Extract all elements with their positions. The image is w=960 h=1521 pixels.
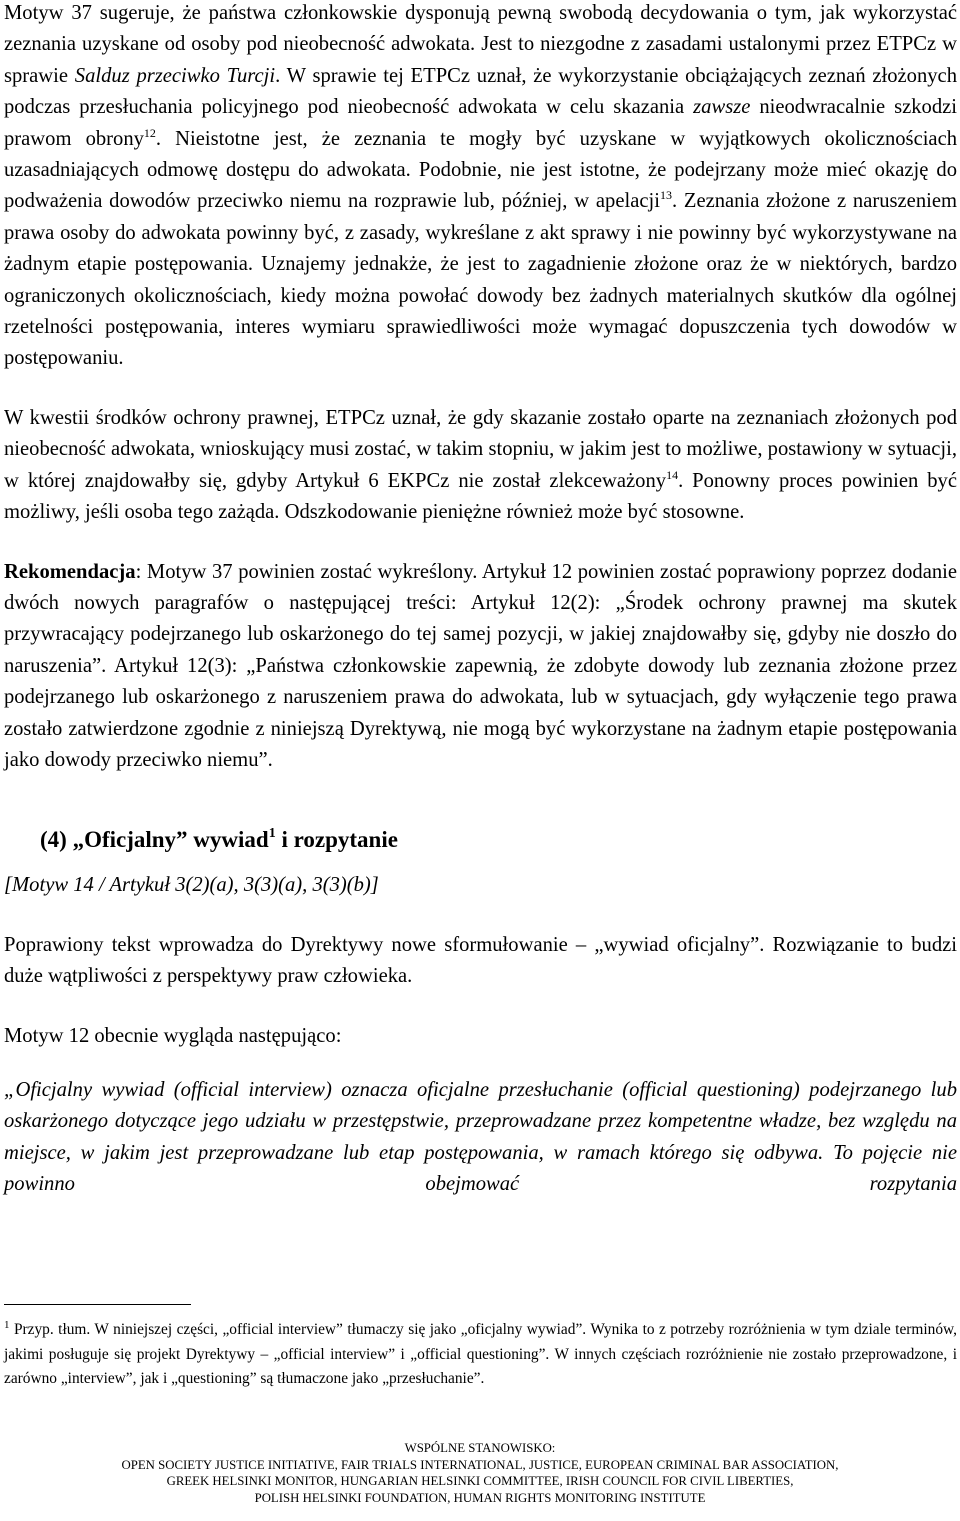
paragraph-remedies — [4, 403, 957, 529]
footnote-number: 1 — [4, 1319, 10, 1331]
text-run: : Motyw 37 powinien zostać wykreślony. Artykuł 12 powinien zostać poprawiony poprzez dodanie dwóch nowych paragrafów o następującej treści: Artykuł 12(2): „Środek ochrony prawnej ma skutek przywracający podejrzanego lub oskarżonego do tej samej pozycji, w jakiej znajdowałby się, gdyby nie doszło do naruszenia”. Artykuł 12(3): „Państwa członkowskie zapewnią, że zdobyte dowody lub zeznania złożone przez podejrzanego lub oskarżonego z naruszeniem prawa do adwokata, lub w sytuacjach, gdy wyłączenie tego prawa zostało zatwierdzone zgodnie z niniejszą Dyrektywą, nie mogą być wykorzystane na żadnym etapie postępowania jako dowody przeciwko niemu”. — [4, 560, 957, 771]
paragraph-motyw-37 — [4, 0, 957, 375]
footer-line: GREEK HELSINKI MONITOR, HUNGARIAN HELSINKI COMMITTEE, IRISH COUNCIL FOR CIVIL LIBERTIES, — [166, 1474, 794, 1489]
footnote-1 — [4, 1318, 957, 1392]
text-run: . W sprawie tej ETPCz uznał, że wykorzystanie obciążających zeznań złożonych podczas przesłuchania policyjnego pod nieobecność adwokata w celu skazania — [4, 64, 957, 119]
heading-text: (4) „Oficjalny” wywiad — [40, 827, 269, 853]
footer-title: WSPÓLNE STANOWISKO: — [404, 1441, 556, 1455]
footnote-text: Przyp. tłum. W niniejszej części, „official interview” tłumaczy się jako „oficjalny wywiad”. Wynika to z potrzeby rozróżnienia w tym dziale terminów, jakimi posługuje się projekt Dyrektywy – „official interview” i „official questioning”. W innych częściach rozróżnienie nie zostało przeprowadzone, i zarówno „interview”, jak i „questioning” są tłumaczone jako „przesłuchanie”. — [4, 1321, 957, 1387]
paragraph-recommendation — [4, 557, 957, 777]
text-run: . Nieistotne jest, że zeznania te mogły być uzyskane w wyjątkowych okolicznościach uzasadniających odmowę dostępu do adwokata. Podobnie, nie jest istotne, że podejrzany może mieć okazję do podważenia dowodów przeciwko niemu na rozprawie lub, później, w apelacji — [4, 127, 958, 213]
paragraph-motyw-12-intro: Motyw 12 obecnie wygląda następująco: — [4, 1024, 342, 1047]
text-run: W kwestii środków ochrony prawnej, ETPCz uznał, że gdy skazanie zostało oparte na zeznaniach złożonych pod nieobecność adwokata, wnioskujący musi zostać, w takim stopniu, w jakim jest to możliwe, postawiony w sytuacji, w której znajdowałby się, gdyby Artykuł 6 EKPCz nie został zlekceważony — [4, 406, 957, 492]
article-reference: [Motyw 14 / Artykuł 3(2)(a), 3(3)(a), 3(3)(b)] — [4, 874, 379, 897]
case-name: Salduz przeciwko Turcji — [74, 64, 276, 87]
text-run: nieodwracalnie szkodzi prawom obrony — [4, 96, 957, 150]
recommendation-label: Rekomendacja — [4, 560, 136, 583]
heading-text: i rozpytanie — [275, 827, 398, 853]
text-run: . Zeznania złożone z naruszeniem prawa osoby do adwokata powinny być, z zasady, wykreślane z akt sprawy i nie powinny być wykorzystywane na żadnym etapie postępowania. Uznajemy jednakże, że jest to zagadnienie złożone oraz że w niektórych, bardzo ograniczonych okolicznościach, kiedy można powołać dowody bez żadnych materialnych skutków dla ogólnej rzetelności postępowania, interes wymiaru sprawiedliwości może wymagać dopuszczenia tych dowodów w postępowaniu. — [4, 190, 957, 370]
section-heading — [40, 824, 957, 856]
footer-line: POLISH HELSINKI FOUNDATION, HUMAN RIGHTS MONITORING INSTITUTE — [254, 1490, 706, 1505]
page-footer — [0, 1440, 960, 1506]
footnote-ref-1[interactable]: 1 — [268, 826, 276, 842]
footnote-ref-12[interactable]: 12 — [143, 125, 156, 140]
emphasis-zawsze: zawsze — [693, 96, 751, 119]
footnote-ref-13[interactable]: 13 — [659, 188, 672, 203]
text-run: . Ponowny proces powinien być możliwy, jeśli osoba tego zażąda. Odszkodowanie pieniężne również może być stosowne. — [4, 469, 957, 524]
text-run: Motyw 37 sugeruje, że państwa członkowskie dysponują pewną swobodą decydowania o tym, jak wykorzystać zeznania uzyskane od osoby pod nieobecność adwokata. Jest to niezgodne z zasadami ustalonymi przez ETPCz w sprawie — [4, 2, 957, 87]
paragraph-new-term: Poprawiony tekst wprowadza do Dyrektywy nowe sformułowanie – „wywiad oficjalny”. Rozwiązanie to budzi duże wątpliwości z perspektywy praw człowieka. — [4, 933, 957, 988]
footnote-ref-14[interactable]: 14 — [666, 467, 679, 482]
quote-motyw-12: „Oficjalny wywiad (official interview) oznacza oficjalne przesłuchanie (official questioning) podejrzanego lub oskarżonego dotyczące jego udziału w przestępstwie, przeprowadzane przez kompetentne władze, bez względu na miejsce, w jakim jest przeprowadzane lub etap postępowania, w ramach którego się odbywa. To pojęcie nie powinno obejmować rozpytania — [4, 1078, 957, 1196]
footnote-divider — [4, 1304, 191, 1305]
footer-line: OPEN SOCIETY JUSTICE INITIATIVE, FAIR TRIALS INTERNATIONAL, JUSTICE, EUROPEAN CRIMINAL BAR ASSOCIATION, — [121, 1457, 839, 1472]
